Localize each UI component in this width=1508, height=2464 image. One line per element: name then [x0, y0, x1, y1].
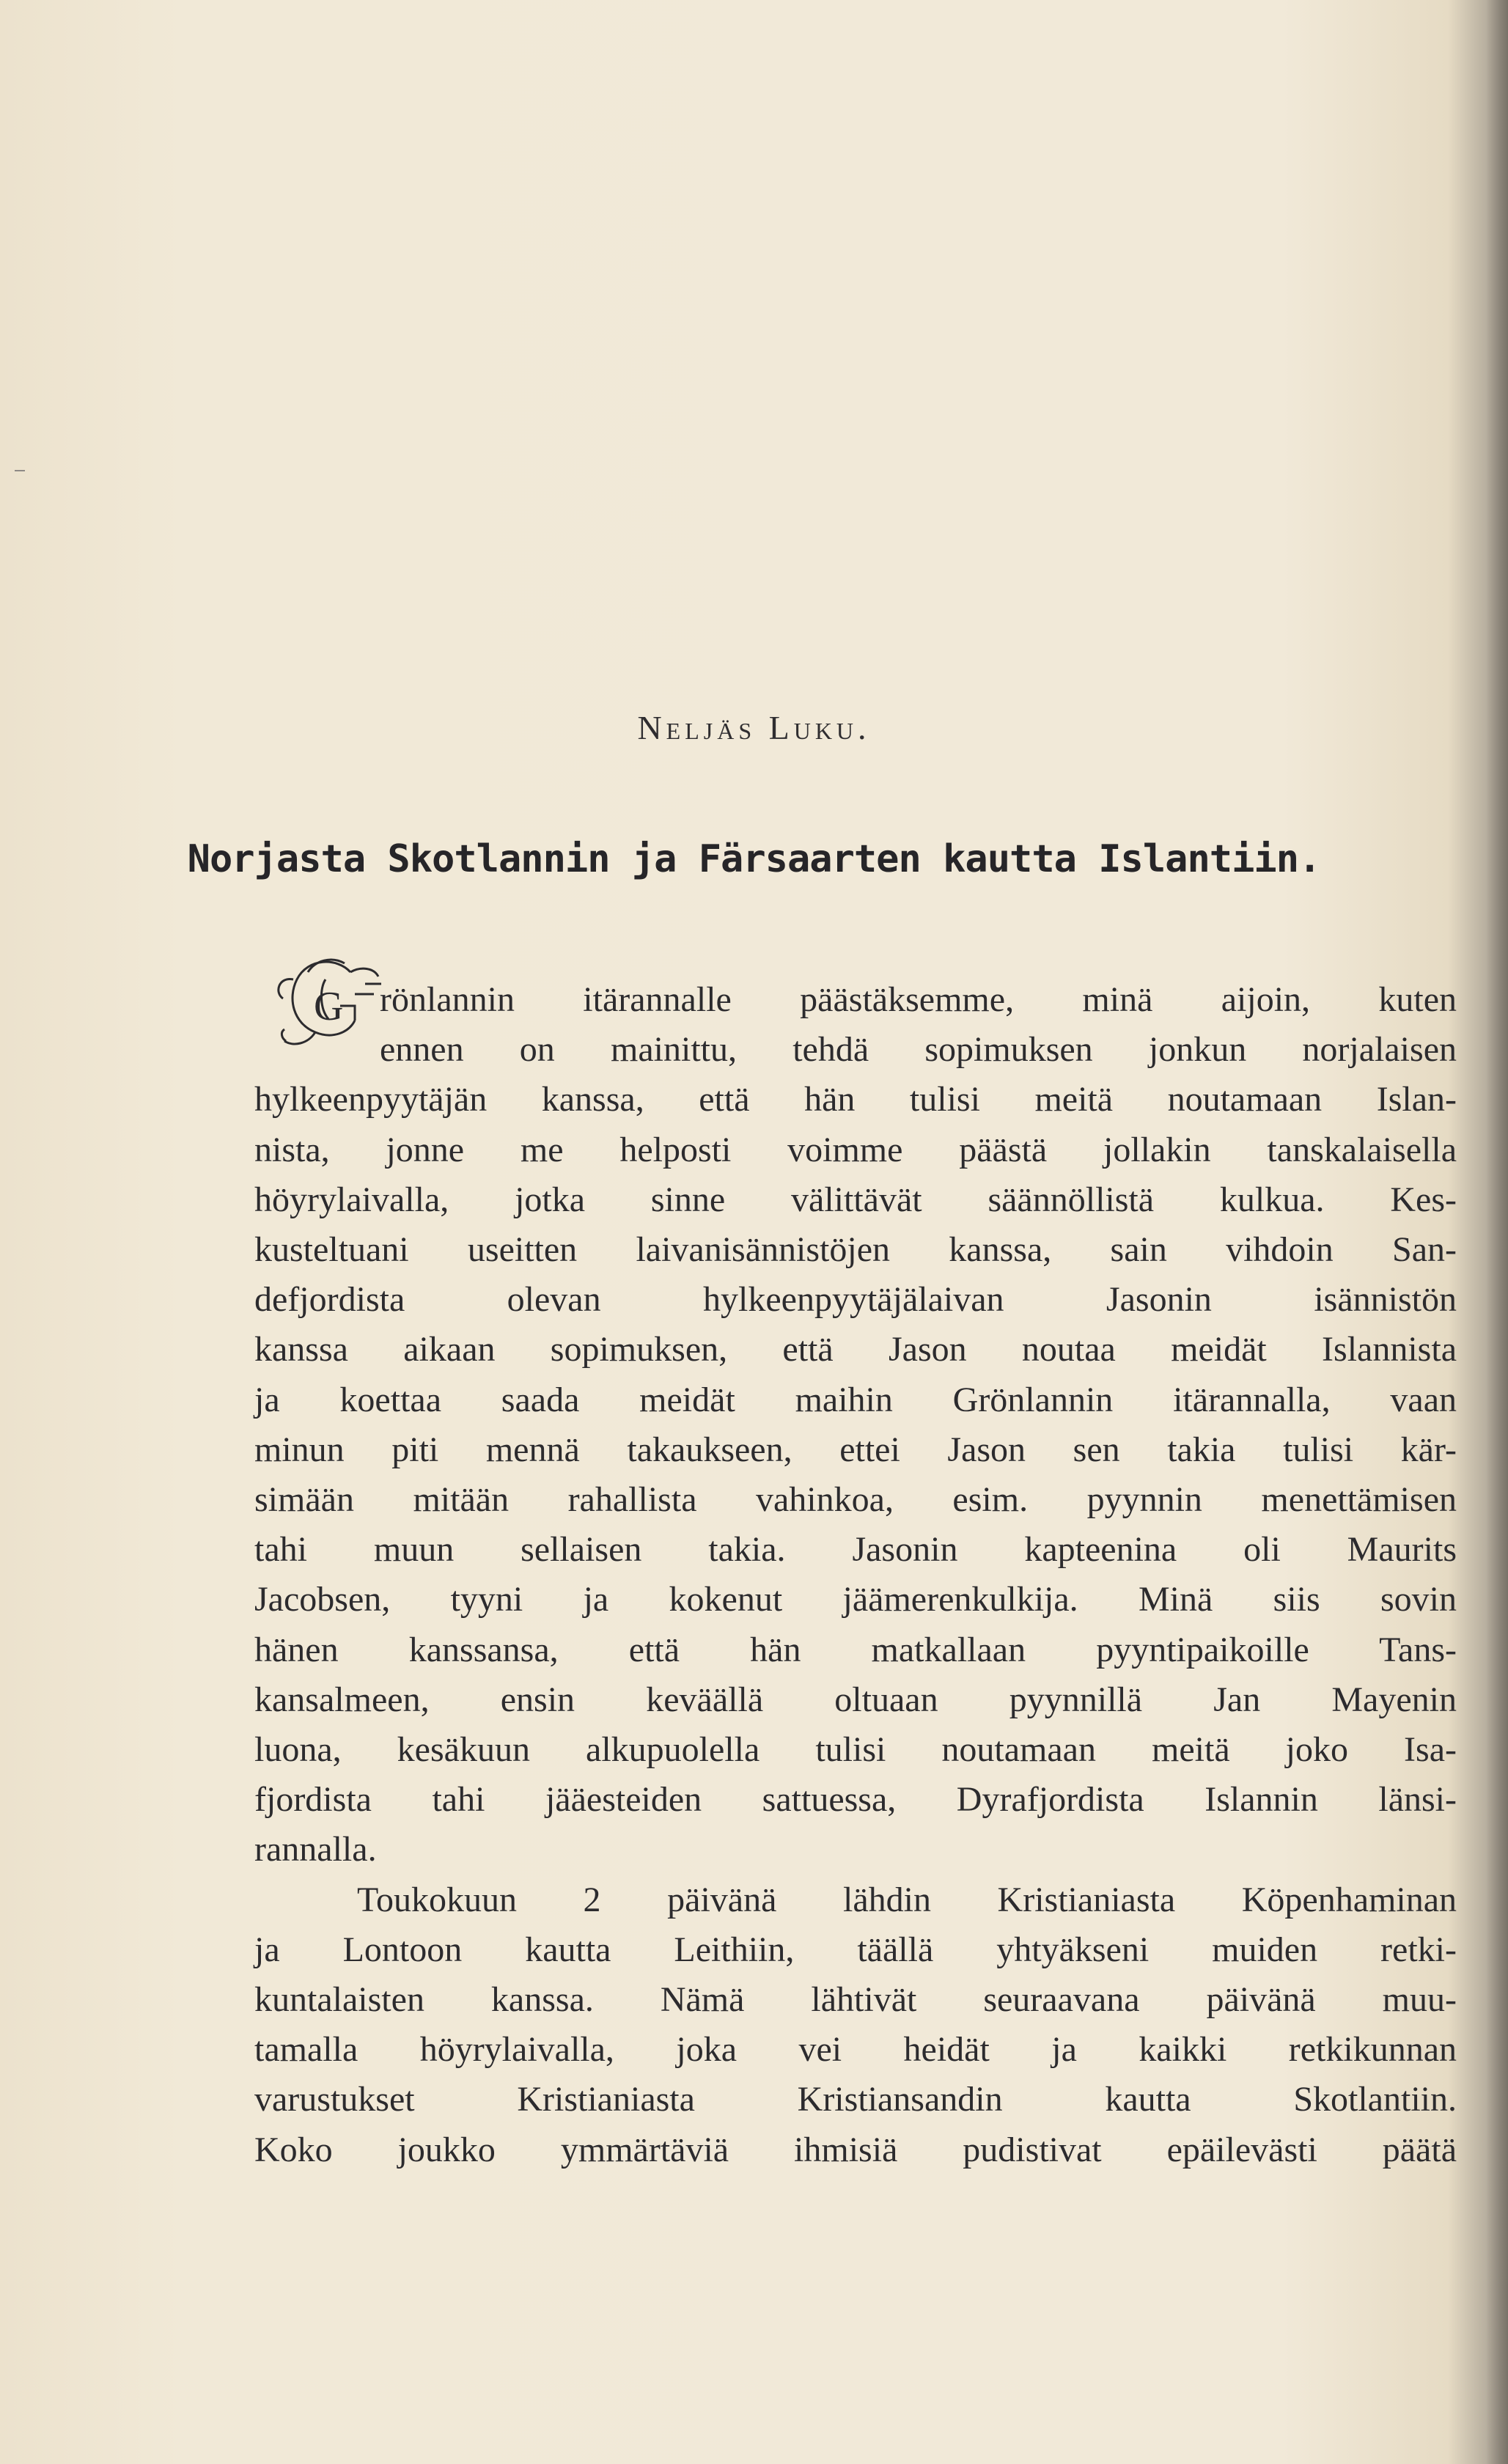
- text-line: kansalmeen, ensin keväällä oltuaan pyynnillä Jan Mayenin: [254, 1680, 1457, 1719]
- text-line: höyrylaivalla, jotka sinne välittävät säännöllistä kulkua. Kes-: [254, 1180, 1457, 1219]
- text-line: ennen on mainittu, tehdä sopimuksen jonkun norjalaisen: [380, 1030, 1457, 1070]
- text-line: kanssa aikaan sopimuksen, että Jason noutaa meidät Islannista: [254, 1330, 1457, 1369]
- text-line: defjordista olevan hylkeenpyytäjälaivan Jasonin isännistön: [254, 1280, 1457, 1320]
- text-line: tahi muun sellaisen takia. Jasonin kapteenina oli Maurits: [254, 1530, 1457, 1570]
- text-line: tamalla höyrylaivalla, joka vei heidät ja kaikki retkikunnan: [254, 2030, 1457, 2070]
- ornamental-initial-g: [264, 950, 394, 1060]
- text-line: simään mitään rahallista vahinkoa, esim. pyynnin menettämisen: [254, 1480, 1457, 1520]
- text-line: rönlannin itärannalle päästäksemme, minä aijoin, kuten: [380, 980, 1457, 1019]
- text-line: fjordista tahi jääesteiden sattuessa, Dyrafjordista Islannin länsi-: [254, 1780, 1457, 1820]
- text-line: minun piti mennä takaukseen, ettei Jason sen takia tulisi kär-: [254, 1430, 1457, 1469]
- text-line: Koko joukko ymmärtäviä ihmisiä pudistivat epäilevästi päätä: [254, 2130, 1457, 2169]
- page-edge-shadow: [1486, 0, 1508, 2464]
- text-line: Toukokuun 2 päivänä lähdin Kristianiasta Köpenhaminan: [357, 1880, 1457, 1919]
- text-line: varustukset Kristianiasta Kristiansandin kautta Skotlantiin.: [254, 2080, 1457, 2119]
- text-line: luona, kesäkuun alkupuolella tulisi noutamaan meitä joko Isa-: [254, 1730, 1457, 1770]
- text-line: hänen kanssansa, että hän matkallaan pyyntipaikoille Tans-: [254, 1630, 1457, 1669]
- text-line: ja koettaa saada meidät maihin Grönlannin itärannalla, vaan: [254, 1380, 1457, 1419]
- chapter-label: Neljäs Luku.: [637, 709, 871, 746]
- text-line: rannalla.: [254, 1830, 377, 1869]
- margin-mark: [15, 470, 25, 471]
- text-line: kusteltuani useitten laivanisännistöjen kanssa, sain vihdoin San-: [254, 1230, 1457, 1269]
- text-line: nista, jonne me helposti voimme päästä jollakin tanskalaisella: [254, 1130, 1457, 1169]
- ornamental-initial-letter: G: [314, 984, 344, 1029]
- initial-wrap-text: [380, 975, 1457, 1075]
- text-line: ja Lontoon kautta Leithiin, täällä yhtyäkseni muiden retki-: [254, 1930, 1457, 1969]
- chapter-title: Norjasta Skotlannin ja Färsaarten kautta Islantiin.: [187, 837, 1321, 881]
- text-line: kuntalaisten kanssa. Nämä lähtivät seuraavana päivänä muu-: [254, 1980, 1457, 2020]
- text-line: Jacobsen, tyyni ja kokenut jäämerenkulkija. Minä siis sovin: [254, 1580, 1457, 1619]
- text-line: hylkeenpyytäjän kanssa, että hän tulisi meitä noutamaan Islan-: [254, 1080, 1457, 1119]
- body-text: [254, 1075, 1457, 2174]
